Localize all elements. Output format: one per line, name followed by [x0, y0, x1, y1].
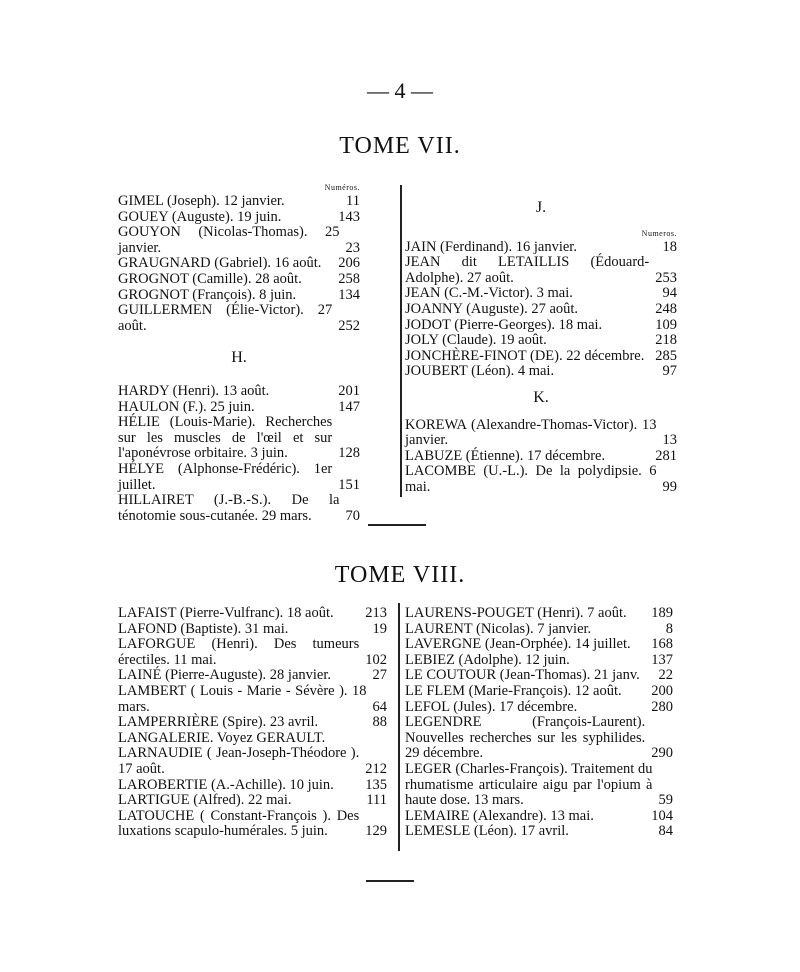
- bottom-rule: [366, 880, 414, 882]
- entry-text: HARDY (Henri). 13 août.: [118, 382, 270, 399]
- entry-number: 147: [338, 398, 360, 415]
- index-entry: [118, 462, 360, 493]
- index-entry: [405, 255, 677, 286]
- index-entry: [405, 349, 677, 365]
- entry-number: 168: [651, 636, 673, 653]
- entry-text: HÉLYE (Alphonse-Frédéric). 1er juillet.: [118, 460, 333, 493]
- entry-text: JEAN dit LETAILLIS (Édouard-Adolphe). 27 août.: [405, 254, 650, 286]
- tome-viii-left-list: [118, 606, 387, 840]
- entry-number: 18: [662, 238, 677, 255]
- entry-text: HILLAIRET (J.-B.-S.). De la ténotomie sous-cutanée. 29 mars.: [118, 492, 340, 524]
- index-entry: [118, 415, 360, 462]
- entry-number: 290: [651, 745, 673, 762]
- entry-number: 19: [372, 620, 387, 637]
- index-entry: [118, 622, 387, 638]
- section-k-heading: K.: [533, 388, 549, 406]
- index-entry: [118, 400, 360, 416]
- entry-number: 200: [651, 682, 673, 699]
- index-entry: [118, 272, 360, 288]
- entry-text: LARTIGUE (Alfred). 22 mai.: [118, 792, 292, 809]
- index-entry: [118, 194, 360, 210]
- entry-number: 143: [338, 208, 360, 225]
- entry-number: 59: [658, 792, 673, 809]
- entry-number: 22: [658, 667, 673, 684]
- index-entry: [118, 778, 387, 794]
- entry-number: 8: [665, 620, 673, 637]
- entry-number: 213: [365, 605, 387, 621]
- entry-number: 27: [372, 667, 387, 684]
- entry-text: LAFOND (Baptiste). 31 mai.: [118, 620, 289, 637]
- index-entry: [118, 225, 360, 256]
- tome-viii-title: TOME VIII.: [334, 562, 466, 588]
- entry-number: 13: [662, 432, 677, 449]
- index-entry: [118, 668, 387, 684]
- entry-text: LEMAIRE (Alexandre). 13 mai.: [405, 807, 594, 824]
- entry-text: LAURENT (Nicolas). 7 janvier.: [405, 620, 592, 637]
- index-entry: [118, 288, 360, 304]
- entry-text: KOREWA (Alexandre-Thomas-Victor). 13 janvier.: [405, 416, 657, 449]
- entry-text: LAURENS-POUGET (Henri). 7 août.: [405, 605, 627, 621]
- index-entry: [405, 622, 673, 638]
- entry-text: LANGALERIE. Voyez GERAULT.: [118, 729, 326, 746]
- entry-number: 129: [365, 823, 387, 840]
- entry-number: 128: [338, 445, 360, 462]
- entry-text: HAULON (F.). 25 juin.: [118, 398, 255, 415]
- entry-number: 252: [338, 317, 360, 334]
- entry-text: LE COUTOUR (Jean-Thomas). 21 janv.: [405, 667, 640, 684]
- index-entry: [405, 668, 673, 684]
- index-entry: [405, 809, 673, 825]
- index-entry: [405, 762, 673, 809]
- tome-vii-title: TOME VII.: [339, 133, 461, 159]
- entry-number: 135: [365, 776, 387, 793]
- index-entry: [405, 418, 677, 449]
- entry-number: 281: [655, 447, 677, 464]
- entry-text: GOUEY (Auguste). 19 juin.: [118, 208, 282, 225]
- entry-text: LAFORGUE (Henri). Des tumeurs érectiles. 11 mai.: [118, 636, 360, 668]
- entry-number: 102: [365, 651, 387, 668]
- entry-text: LE FLEM (Marie-François). 12 août.: [405, 682, 622, 699]
- entry-text: JOUBERT (Léon). 4 mai.: [405, 363, 555, 380]
- tome-vii-left-column: [118, 182, 360, 524]
- entry-number: 88: [372, 714, 387, 731]
- index-entry: [118, 493, 360, 524]
- index-entry: [118, 637, 387, 668]
- entry-text: JODOT (Pierre-Georges). 18 mai.: [405, 316, 603, 333]
- entry-number: 206: [338, 255, 360, 272]
- index-entry: [405, 606, 673, 622]
- index-entry: [118, 793, 387, 809]
- numeros-label: Numéros.: [324, 183, 360, 192]
- index-entry: [118, 684, 387, 715]
- entry-number: 97: [662, 363, 677, 380]
- entry-number: 137: [651, 651, 673, 668]
- entry-text: GIMEL (Joseph). 12 janvier.: [118, 193, 285, 209]
- tome-viii-right-list: [405, 606, 673, 840]
- j-numeros-label: Numeros.: [641, 228, 677, 238]
- section-divider: [368, 524, 426, 526]
- tome-vii-right-column: [405, 200, 677, 496]
- entry-text: GUILLERMEN (Élie-Victor). 27 août.: [118, 302, 333, 334]
- index-entry: [405, 684, 673, 700]
- entry-text: GRAUGNARD (Gabriel). 16 août.: [118, 255, 322, 272]
- index-entry: [405, 286, 677, 302]
- j-entries-list: [405, 240, 677, 380]
- index-entry: [405, 240, 677, 256]
- entry-text: LEMESLE (Léon). 17 avril.: [405, 823, 569, 840]
- index-entry: [118, 384, 360, 400]
- entry-text: LEFOL (Jules). 17 décembre.: [405, 698, 578, 715]
- index-entry: [405, 824, 673, 840]
- entry-text: LEGER (Charles-François). Traitement du rhumatisme articulaire aigu par l'opium à haute dose. 13 mars.: [405, 760, 653, 809]
- entry-text: LEBIEZ (Adolphe). 12 juin.: [405, 651, 570, 668]
- index-entry: [405, 449, 677, 465]
- entry-number: 109: [655, 316, 677, 333]
- entry-text: HÉLIE (Louis-Marie). Recherches sur les muscles de l'œil et sur l'aponévrose orbitaire. 3 juin.: [118, 414, 333, 462]
- page-number: — 4 —: [367, 78, 433, 103]
- entry-text: GOUYON (Nicolas-Thomas). 25 janvier.: [118, 224, 340, 256]
- index-entry: [405, 715, 673, 762]
- entry-text: LAFAIST (Pierre-Vulfranc). 18 août.: [118, 605, 334, 621]
- entry-number: 248: [655, 300, 677, 317]
- entry-text: LEGENDRE (François-Laurent). Nouvelles recherches sur les syphilides. 29 décembre.: [405, 714, 646, 762]
- entry-number: 201: [338, 382, 360, 399]
- entry-number: 94: [662, 285, 677, 302]
- entry-text: LAMBERT ( Louis - Marie - Sévère ). 18 mars.: [118, 682, 367, 715]
- entry-number: 285: [655, 347, 677, 364]
- entry-text: JOLY (Claude). 19 août.: [405, 332, 547, 349]
- index-entry: [405, 333, 677, 349]
- entry-text: LARNAUDIE ( Jean-Joseph-Théodore ). 17 août.: [118, 745, 360, 777]
- index-entry: [118, 731, 387, 747]
- index-entry: [118, 746, 387, 777]
- entry-text: LAINÉ (Pierre-Auguste). 28 janvier.: [118, 667, 332, 684]
- entry-number: 189: [651, 605, 673, 621]
- index-entry: [405, 464, 677, 495]
- entry-number: 212: [365, 760, 387, 777]
- entry-number: 218: [655, 332, 677, 349]
- entry-number: 258: [338, 270, 360, 287]
- entry-text: JAIN (Ferdinand). 16 janvier.: [405, 238, 577, 255]
- entry-text: JEAN (C.-M.-Victor). 3 mai.: [405, 285, 573, 302]
- index-entry: [405, 637, 673, 653]
- entry-text: GROGNOT (François). 8 juin.: [118, 286, 297, 303]
- entry-text: LAVERGNE (Jean-Orphée). 14 juillet.: [405, 636, 631, 653]
- k-entries-list: [405, 418, 677, 496]
- section-j-heading: J.: [535, 199, 547, 216]
- index-entry: [405, 653, 673, 669]
- index-entry: [405, 364, 677, 380]
- entry-number: 70: [345, 507, 360, 524]
- entry-text: LATOUCHE ( Constant-François ). Des luxations scapulo-humérales. 5 juin.: [118, 807, 360, 840]
- entry-number: 134: [338, 286, 360, 303]
- index-entry: [118, 256, 360, 272]
- index-entry: [405, 700, 673, 716]
- entry-number: 280: [651, 698, 673, 715]
- index-entry: [405, 318, 677, 334]
- section-h-heading: H.: [231, 349, 247, 367]
- h-entries-list: [118, 384, 360, 524]
- entry-number: 64: [372, 698, 387, 715]
- index-entry: [118, 809, 387, 840]
- entry-number: 151: [338, 476, 360, 493]
- entry-text: LAMPERRIÈRE (Spire). 23 avril.: [118, 714, 319, 731]
- entry-text: JONCHÈRE-FINOT (DE). 22 décembre.: [405, 347, 645, 364]
- entry-text: LABUZE (Étienne). 17 décembre.: [405, 447, 606, 464]
- entry-number: 11: [346, 193, 360, 209]
- entry-number: 23: [345, 239, 360, 256]
- tome-viii-left-column: [118, 606, 387, 840]
- tome-viii-right-column: [405, 606, 673, 840]
- entry-number: 99: [662, 478, 677, 495]
- entry-number: 253: [655, 269, 677, 286]
- index-entry: [405, 302, 677, 318]
- column-separator: [400, 185, 402, 497]
- index-entry: [118, 210, 360, 226]
- index-entry: [118, 715, 387, 731]
- entry-number: 104: [651, 807, 673, 824]
- entry-number: 84: [658, 823, 673, 840]
- g-entries-list: [118, 194, 360, 334]
- column-separator-2: [398, 603, 400, 851]
- index-entry: [118, 303, 360, 334]
- entry-number: 111: [366, 792, 387, 809]
- entry-text: JOANNY (Auguste). 27 août.: [405, 300, 579, 317]
- entry-text: LAROBERTIE (A.-Achille). 10 juin.: [118, 776, 334, 793]
- entry-text: LACOMBE (U.-L.). De la polydipsie. 6 mai.: [405, 463, 657, 495]
- entry-text: GROGNOT (Camille). 28 août.: [118, 270, 302, 287]
- index-entry: [118, 606, 387, 622]
